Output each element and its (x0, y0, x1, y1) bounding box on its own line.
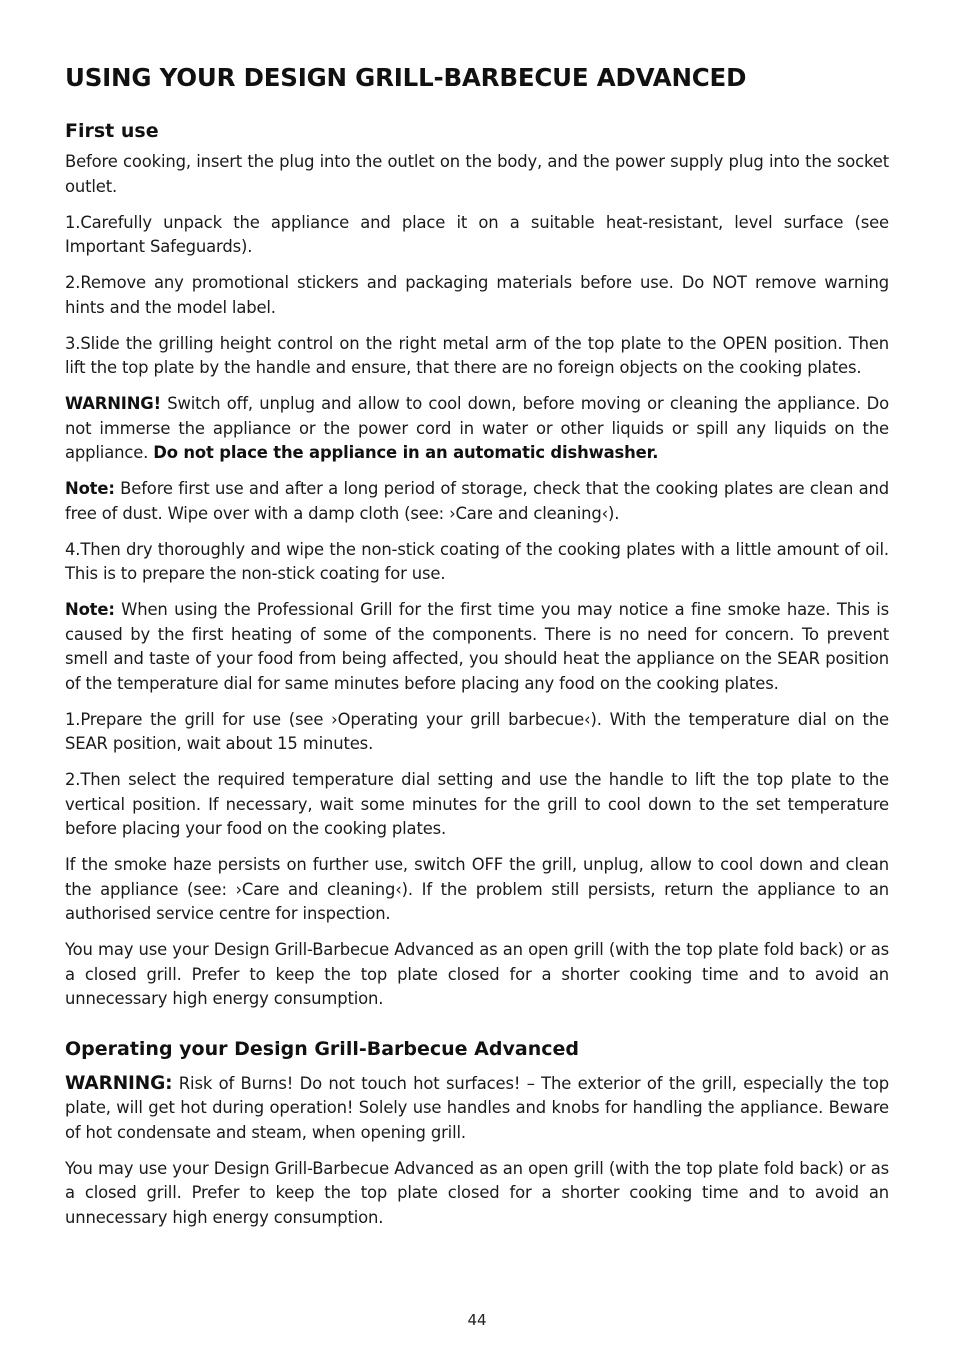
operating-warning-paragraph (65, 1072, 889, 1146)
operating-warning-text: Risk of Burns! Do not touch hot surfaces! – The exterior of the grill, especially the top plate, will get hot during operation! Solely use handles and knobs for handling the appliance. Beware of hot condensate and steam, when opening grill. (65, 1073, 889, 1142)
note-label-2: Note: (65, 600, 115, 619)
smoke-haze-paragraph: If the smoke haze persists on further use, switch OFF the grill, unplug, allow to cool down and clean the appliance (see: ›Care and cleaning‹). If the problem still persists, return the appliance to an authorised service centre for inspection. (65, 855, 889, 923)
note-text-2: When using the Professional Grill for the first time you may notice a fine smoke haze. This is caused by the first heating of some of the components. There is no need for concern. To prevent smell and taste of your food from being affected, you should heat the appliance on the SEAR position of the temperature dial for same minutes before placing any food on the cooking plates. (65, 600, 889, 693)
page-number: 44 (467, 1311, 487, 1329)
first-use-section (65, 118, 889, 1012)
open-closed-grill-paragraph: You may use your Design Grill-Barbecue Advanced as an open grill (with the top plate fold back) or as a closed grill. Prefer to keep the top plate closed for a shorter cooking time and to avoid an unnecessary high energy consumption. (65, 940, 889, 1008)
warning-bold-text: Do not place the appliance in an automatic dishwasher. (153, 443, 659, 462)
operating-section (65, 1036, 889, 1231)
operating-warning-label: WARNING: (65, 1072, 173, 1094)
step-dry-wipe: 4.Then dry thoroughly and wipe the non-stick coating of the cooking plates with a little amount of oil. This is to prepare the non-stick coating for use. (65, 539, 889, 583)
warning-label: WARNING! (65, 394, 161, 413)
step-unpack: 1.Carefully unpack the appliance and place it on a suitable heat-resistant, level surface (see Important Safeguards). (65, 212, 889, 256)
step-select-temperature: 2.Then select the required temperature dial setting and use the handle to lift the top plate to the vertical position. If necessary, wait some minutes for the grill to cool down to the set temperature before placing your food on the cooking plates. (65, 770, 889, 838)
first-use-heading: First use (65, 120, 159, 142)
note-label-1: Note: (65, 479, 115, 498)
warning-paragraph (65, 392, 889, 466)
step-slide-control: 3.Slide the grilling height control on the right metal arm of the top plate to the OPEN position. Then lift the top plate by the handle and ensure, that there are no foreign objects on the cooking plates. (65, 333, 889, 377)
page-content (65, 62, 889, 1242)
operating-heading: Operating your Design Grill-Barbecue Advanced (65, 1037, 579, 1060)
warning-text: Switch off, unplug and allow to cool down, before moving or cleaning the appliance. Do not immerse the appliance or the power cord in water or other liquids or spill any liquids on the appliance. (65, 394, 889, 462)
note-text-1: Before first use and after a long period of storage, check that the cooking plates are clean and free of dust. Wipe over with a damp cloth (see: ›Care and cleaning‹). (65, 479, 889, 523)
intro-paragraph: Before cooking, insert the plug into the outlet on the body, and the power supply plug into the socket outlet. (65, 152, 889, 196)
step-prepare-grill: 1.Prepare the grill for use (see ›Operating your grill barbecue‹). With the temperature dial on the SEAR position, wait about 15 minutes. (65, 709, 889, 753)
note-paragraph-2 (65, 598, 889, 696)
step-remove-stickers: 2.Remove any promotional stickers and packaging materials before use. Do NOT remove warning hints and the model label. (65, 273, 889, 317)
note-paragraph-1 (65, 477, 889, 526)
page-title: USING YOUR DESIGN GRILL-BARBECUE ADVANCED (65, 63, 747, 92)
operating-open-closed-paragraph: You may use your Design Grill-Barbecue Advanced as an open grill (with the top plate fold back) or as a closed grill. Prefer to keep the top plate closed for a shorter cooking time and to avoid an unnecessary high energy consumption. (65, 1158, 889, 1227)
